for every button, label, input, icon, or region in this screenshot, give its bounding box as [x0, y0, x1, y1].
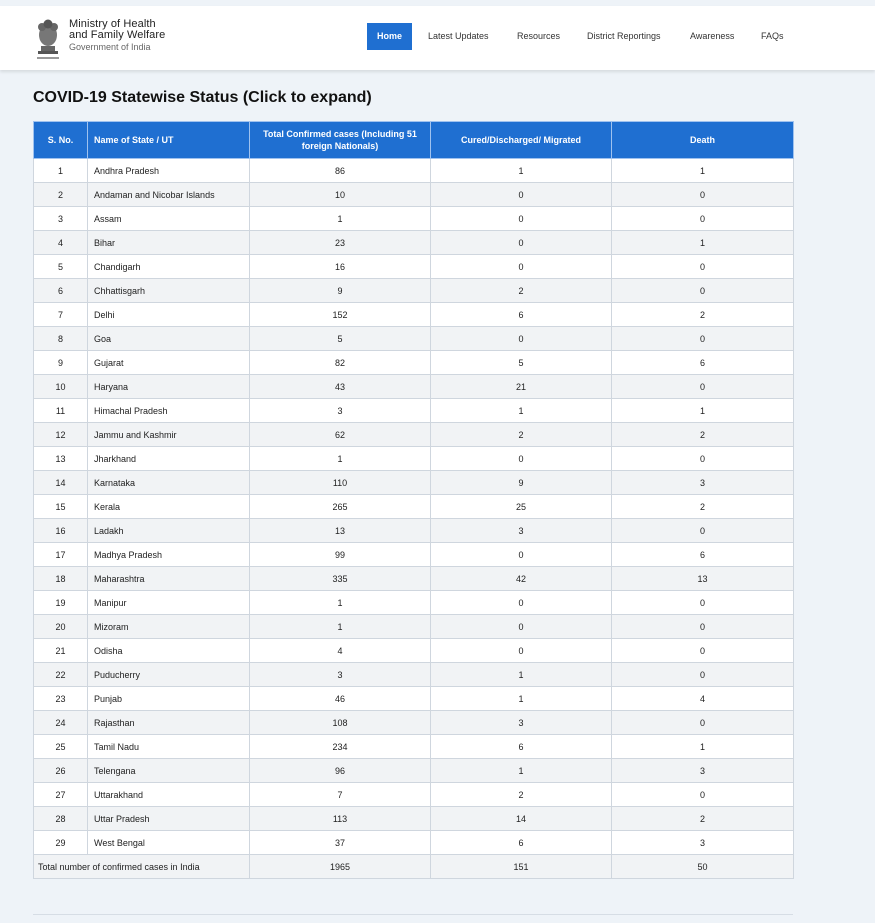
cell-confirmed: 99 — [250, 543, 431, 567]
state-emblem-logo[interactable] — [32, 13, 64, 63]
cell-state: Jharkhand — [88, 447, 250, 471]
cell-confirmed: 82 — [250, 351, 431, 375]
total-label: Total number of confirmed cases in India — [34, 855, 250, 879]
footer-divider — [33, 914, 793, 915]
cell-death: 0 — [612, 375, 794, 399]
cell-state: Ladakh — [88, 519, 250, 543]
cell-cured: 0 — [431, 447, 612, 471]
table-row[interactable] — [34, 567, 794, 591]
cell-death: 3 — [612, 831, 794, 855]
table-row[interactable] — [34, 687, 794, 711]
total-row — [34, 855, 794, 879]
cell-cured: 0 — [431, 183, 612, 207]
cell-confirmed: 3 — [250, 663, 431, 687]
cell-state: Andhra Pradesh — [88, 159, 250, 183]
cell-sno: 2 — [34, 183, 88, 207]
cell-sno: 14 — [34, 471, 88, 495]
cell-death: 0 — [612, 519, 794, 543]
cell-cured: 5 — [431, 351, 612, 375]
cell-sno: 19 — [34, 591, 88, 615]
cell-confirmed: 110 — [250, 471, 431, 495]
cell-state: Uttarakhand — [88, 783, 250, 807]
cell-confirmed: 43 — [250, 375, 431, 399]
cell-death: 0 — [612, 639, 794, 663]
cell-confirmed: 96 — [250, 759, 431, 783]
table-row[interactable] — [34, 831, 794, 855]
nav-district-reportings[interactable]: District Reportings — [587, 31, 661, 41]
cell-death: 0 — [612, 183, 794, 207]
nav-home[interactable]: Home — [367, 23, 412, 50]
cell-sno: 24 — [34, 711, 88, 735]
cell-death: 6 — [612, 543, 794, 567]
cell-cured: 14 — [431, 807, 612, 831]
cell-death: 13 — [612, 567, 794, 591]
cell-confirmed: 37 — [250, 831, 431, 855]
cell-sno: 22 — [34, 663, 88, 687]
cell-confirmed: 1 — [250, 447, 431, 471]
table-row[interactable] — [34, 735, 794, 759]
cell-state: Uttar Pradesh — [88, 807, 250, 831]
table-row[interactable] — [34, 303, 794, 327]
cell-cured: 2 — [431, 423, 612, 447]
cell-death: 0 — [612, 615, 794, 639]
cell-confirmed: 1 — [250, 591, 431, 615]
table-row[interactable] — [34, 207, 794, 231]
table-header-row — [34, 122, 794, 159]
cell-sno: 12 — [34, 423, 88, 447]
cell-sno: 9 — [34, 351, 88, 375]
cell-sno: 6 — [34, 279, 88, 303]
cell-state: Maharashtra — [88, 567, 250, 591]
cell-sno: 5 — [34, 255, 88, 279]
cell-state: Manipur — [88, 591, 250, 615]
cell-cured: 2 — [431, 279, 612, 303]
cell-state: Assam — [88, 207, 250, 231]
cell-death: 0 — [612, 279, 794, 303]
cell-state: Odisha — [88, 639, 250, 663]
cell-sno: 11 — [34, 399, 88, 423]
cell-death: 6 — [612, 351, 794, 375]
table-row[interactable] — [34, 423, 794, 447]
cell-cured: 25 — [431, 495, 612, 519]
cell-death: 1 — [612, 735, 794, 759]
cell-death: 2 — [612, 423, 794, 447]
cell-confirmed: 86 — [250, 159, 431, 183]
cell-death: 0 — [612, 711, 794, 735]
table-row[interactable] — [34, 519, 794, 543]
site-header — [0, 6, 875, 70]
cell-sno: 25 — [34, 735, 88, 759]
brand-line-1: Ministry of Health — [69, 18, 156, 30]
cell-death: 4 — [612, 687, 794, 711]
header-cured: Cured/Discharged/ Migrated — [431, 122, 612, 159]
cell-state: Delhi — [88, 303, 250, 327]
header-confirmed: Total Confirmed cases (Including 51 foreign Nationals) — [250, 122, 431, 159]
total-confirmed: 1965 — [250, 855, 431, 879]
table-row[interactable] — [34, 807, 794, 831]
cell-state: Karnataka — [88, 471, 250, 495]
cell-confirmed: 46 — [250, 687, 431, 711]
cell-sno: 21 — [34, 639, 88, 663]
cell-cured: 0 — [431, 231, 612, 255]
cell-cured: 1 — [431, 687, 612, 711]
cell-confirmed: 152 — [250, 303, 431, 327]
cell-sno: 18 — [34, 567, 88, 591]
cell-confirmed: 4 — [250, 639, 431, 663]
cell-confirmed: 113 — [250, 807, 431, 831]
cell-state: Tamil Nadu — [88, 735, 250, 759]
table-row[interactable] — [34, 639, 794, 663]
cell-death: 3 — [612, 759, 794, 783]
cell-sno: 15 — [34, 495, 88, 519]
nav-latest-updates[interactable]: Latest Updates — [428, 31, 489, 41]
table-row[interactable] — [34, 327, 794, 351]
table-body — [34, 159, 794, 855]
cell-sno: 10 — [34, 375, 88, 399]
cell-cured: 6 — [431, 831, 612, 855]
cell-cured: 3 — [431, 711, 612, 735]
brand-line-2: and Family Welfare — [69, 29, 166, 41]
cell-confirmed: 265 — [250, 495, 431, 519]
table-row[interactable] — [34, 615, 794, 639]
table-row[interactable] — [34, 279, 794, 303]
cell-death: 1 — [612, 159, 794, 183]
cell-death: 0 — [612, 591, 794, 615]
cell-cured: 0 — [431, 255, 612, 279]
cell-death: 3 — [612, 471, 794, 495]
cell-state: Chandigarh — [88, 255, 250, 279]
cell-sno: 23 — [34, 687, 88, 711]
cell-confirmed: 108 — [250, 711, 431, 735]
cell-cured: 2 — [431, 783, 612, 807]
cell-death: 1 — [612, 231, 794, 255]
cell-sno: 26 — [34, 759, 88, 783]
table-row[interactable] — [34, 543, 794, 567]
cell-cured: 1 — [431, 663, 612, 687]
cell-death: 2 — [612, 495, 794, 519]
cell-cured: 6 — [431, 303, 612, 327]
cell-cured: 0 — [431, 543, 612, 567]
cell-confirmed: 1 — [250, 615, 431, 639]
brand-line-3: Government of India — [69, 42, 151, 52]
cell-cured: 3 — [431, 519, 612, 543]
nav-awareness[interactable]: Awareness — [690, 31, 735, 41]
cell-state: Goa — [88, 327, 250, 351]
cell-state: Kerala — [88, 495, 250, 519]
cell-state: Haryana — [88, 375, 250, 399]
cell-state: Andaman and Nicobar Islands — [88, 183, 250, 207]
cell-death: 2 — [612, 807, 794, 831]
table-row[interactable] — [34, 495, 794, 519]
cell-confirmed: 335 — [250, 567, 431, 591]
cell-cured: 0 — [431, 615, 612, 639]
table-row[interactable] — [34, 375, 794, 399]
cell-death: 0 — [612, 447, 794, 471]
table-row[interactable] — [34, 783, 794, 807]
cell-sno: 17 — [34, 543, 88, 567]
cell-death: 0 — [612, 783, 794, 807]
cell-state: Himachal Pradesh — [88, 399, 250, 423]
cell-sno: 4 — [34, 231, 88, 255]
cell-state: Telengana — [88, 759, 250, 783]
table-row[interactable] — [34, 183, 794, 207]
cell-cured: 42 — [431, 567, 612, 591]
header-death: Death — [612, 122, 794, 159]
cell-state: Punjab — [88, 687, 250, 711]
cell-cured: 0 — [431, 639, 612, 663]
cell-sno: 13 — [34, 447, 88, 471]
cell-sno: 1 — [34, 159, 88, 183]
header-state: Name of State / UT — [88, 122, 250, 159]
table-row[interactable] — [34, 759, 794, 783]
cell-cured: 1 — [431, 159, 612, 183]
cell-confirmed: 1 — [250, 207, 431, 231]
table-row[interactable] — [34, 663, 794, 687]
cell-confirmed: 9 — [250, 279, 431, 303]
cell-confirmed: 5 — [250, 327, 431, 351]
table-row[interactable] — [34, 591, 794, 615]
cell-state: Jammu and Kashmir — [88, 423, 250, 447]
table-row[interactable] — [34, 399, 794, 423]
cell-death: 2 — [612, 303, 794, 327]
cell-state: Mizoram — [88, 615, 250, 639]
nav-resources[interactable]: Resources — [517, 31, 561, 41]
cell-confirmed: 3 — [250, 399, 431, 423]
cell-confirmed: 23 — [250, 231, 431, 255]
header-sno: S. No. — [34, 122, 88, 159]
cell-state: Gujarat — [88, 351, 250, 375]
table-row[interactable] — [34, 159, 794, 183]
cell-state: Madhya Pradesh — [88, 543, 250, 567]
table-row[interactable] — [34, 351, 794, 375]
cell-confirmed: 10 — [250, 183, 431, 207]
cell-cured: 0 — [431, 591, 612, 615]
cell-death: 0 — [612, 207, 794, 231]
table-row[interactable] — [34, 231, 794, 255]
total-cured: 151 — [431, 855, 612, 879]
nav-faqs[interactable]: FAQs — [761, 31, 784, 41]
cell-state: Bihar — [88, 231, 250, 255]
table-row[interactable] — [34, 255, 794, 279]
cell-confirmed: 13 — [250, 519, 431, 543]
cell-death: 0 — [612, 327, 794, 351]
cell-cured: 6 — [431, 735, 612, 759]
cell-cured: 9 — [431, 471, 612, 495]
cell-sno: 28 — [34, 807, 88, 831]
cell-state: Puducherry — [88, 663, 250, 687]
cell-sno: 3 — [34, 207, 88, 231]
cell-sno: 20 — [34, 615, 88, 639]
cell-cured: 0 — [431, 207, 612, 231]
total-death: 50 — [612, 855, 794, 879]
table-row[interactable] — [34, 471, 794, 495]
cell-confirmed: 234 — [250, 735, 431, 759]
cell-sno: 29 — [34, 831, 88, 855]
cell-death: 0 — [612, 663, 794, 687]
cell-sno: 7 — [34, 303, 88, 327]
cell-sno: 27 — [34, 783, 88, 807]
table-row[interactable] — [34, 711, 794, 735]
cell-state: Rajasthan — [88, 711, 250, 735]
cell-sno: 16 — [34, 519, 88, 543]
cell-state: West Bengal — [88, 831, 250, 855]
cell-death: 1 — [612, 399, 794, 423]
cell-cured: 1 — [431, 759, 612, 783]
cell-death: 0 — [612, 255, 794, 279]
cell-confirmed: 16 — [250, 255, 431, 279]
ministry-brand[interactable] — [69, 19, 165, 53]
cell-state: Chhattisgarh — [88, 279, 250, 303]
cell-cured: 0 — [431, 327, 612, 351]
cell-cured: 1 — [431, 399, 612, 423]
table-row[interactable] — [34, 447, 794, 471]
cell-cured: 21 — [431, 375, 612, 399]
statewise-table — [33, 121, 794, 879]
cell-confirmed: 7 — [250, 783, 431, 807]
page-title[interactable]: COVID-19 Statewise Status (Click to expand) — [33, 89, 372, 106]
cell-sno: 8 — [34, 327, 88, 351]
cell-confirmed: 62 — [250, 423, 431, 447]
